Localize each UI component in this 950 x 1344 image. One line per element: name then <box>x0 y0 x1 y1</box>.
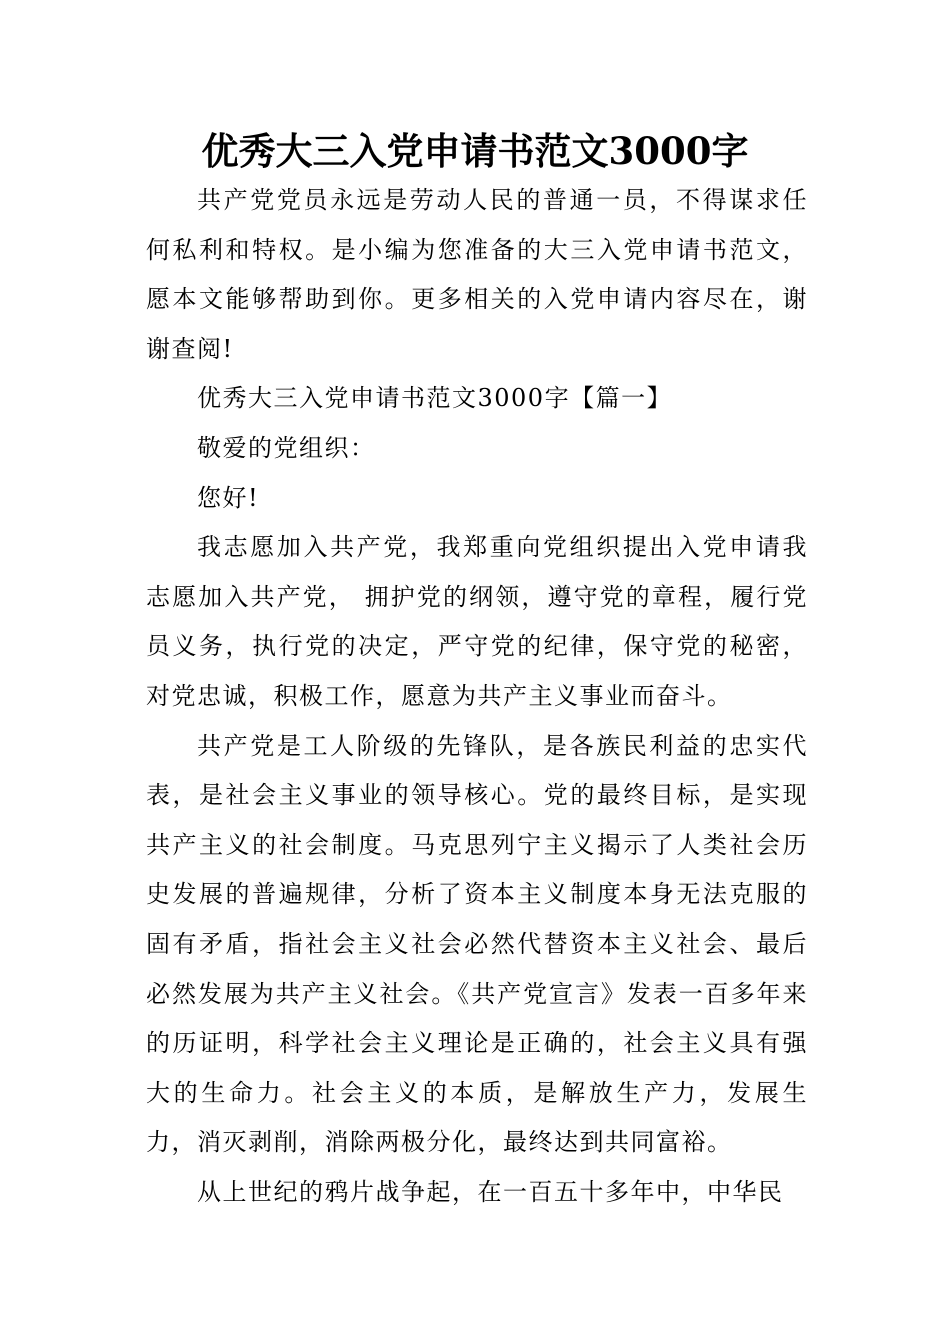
document-body <box>146 176 808 1217</box>
document-title: 优秀大三入党申请书范文3000字 <box>201 129 749 173</box>
body-paragraph: 从上世纪的鸦片战争起，在一百五十多年中，中华民 <box>197 1177 784 1206</box>
body-paragraph: 共产党是工人阶级的先锋队，是各族民利益的忠实代表，是社会主义事业的领导核心。党的最终目标，是实现共产主义的社会制度。马克思列宁主义揭示了人类社会历史发展的普遍规律，分析了资本主义制度本身无法克服的固有矛盾，指社会主义社会必然代替资本主义社会、最后必然发展为共产主义社会。《共产党宣言》发表一百多年来的历证明，科学社会主义理论是正确的，社会主义具有强大的生命力。社会主义的本质，是解放生产力，发展生力，消灭剥削，消除两极分化，最终达到共同富裕。 <box>146 731 808 1157</box>
salutation: 敬爱的党组织： <box>197 433 376 462</box>
greeting: 您好! <box>197 483 260 512</box>
intro-paragraph: 共产党党员永远是劳动人民的普通一员，不得谋求任何私利和特权。是小编为您准备的大三入党申请书范文，愿本文能够帮助到你。更多相关的入党申请内容尽在，谢谢查阅! <box>146 186 808 363</box>
section-heading: 优秀大三入党申请书范文3000字【篇一】 <box>197 384 673 413</box>
body-paragraph: 我志愿加入共产党，我郑重向党组织提出入党申请我志愿加入共产党， 拥护党的纲领，遵守党的章程，履行党员义务，执行党的决定，严守党的纪律，保守党的秘密，对党忠诚，积极工作，愿意为共产主义事业而奋斗。 <box>146 533 808 710</box>
